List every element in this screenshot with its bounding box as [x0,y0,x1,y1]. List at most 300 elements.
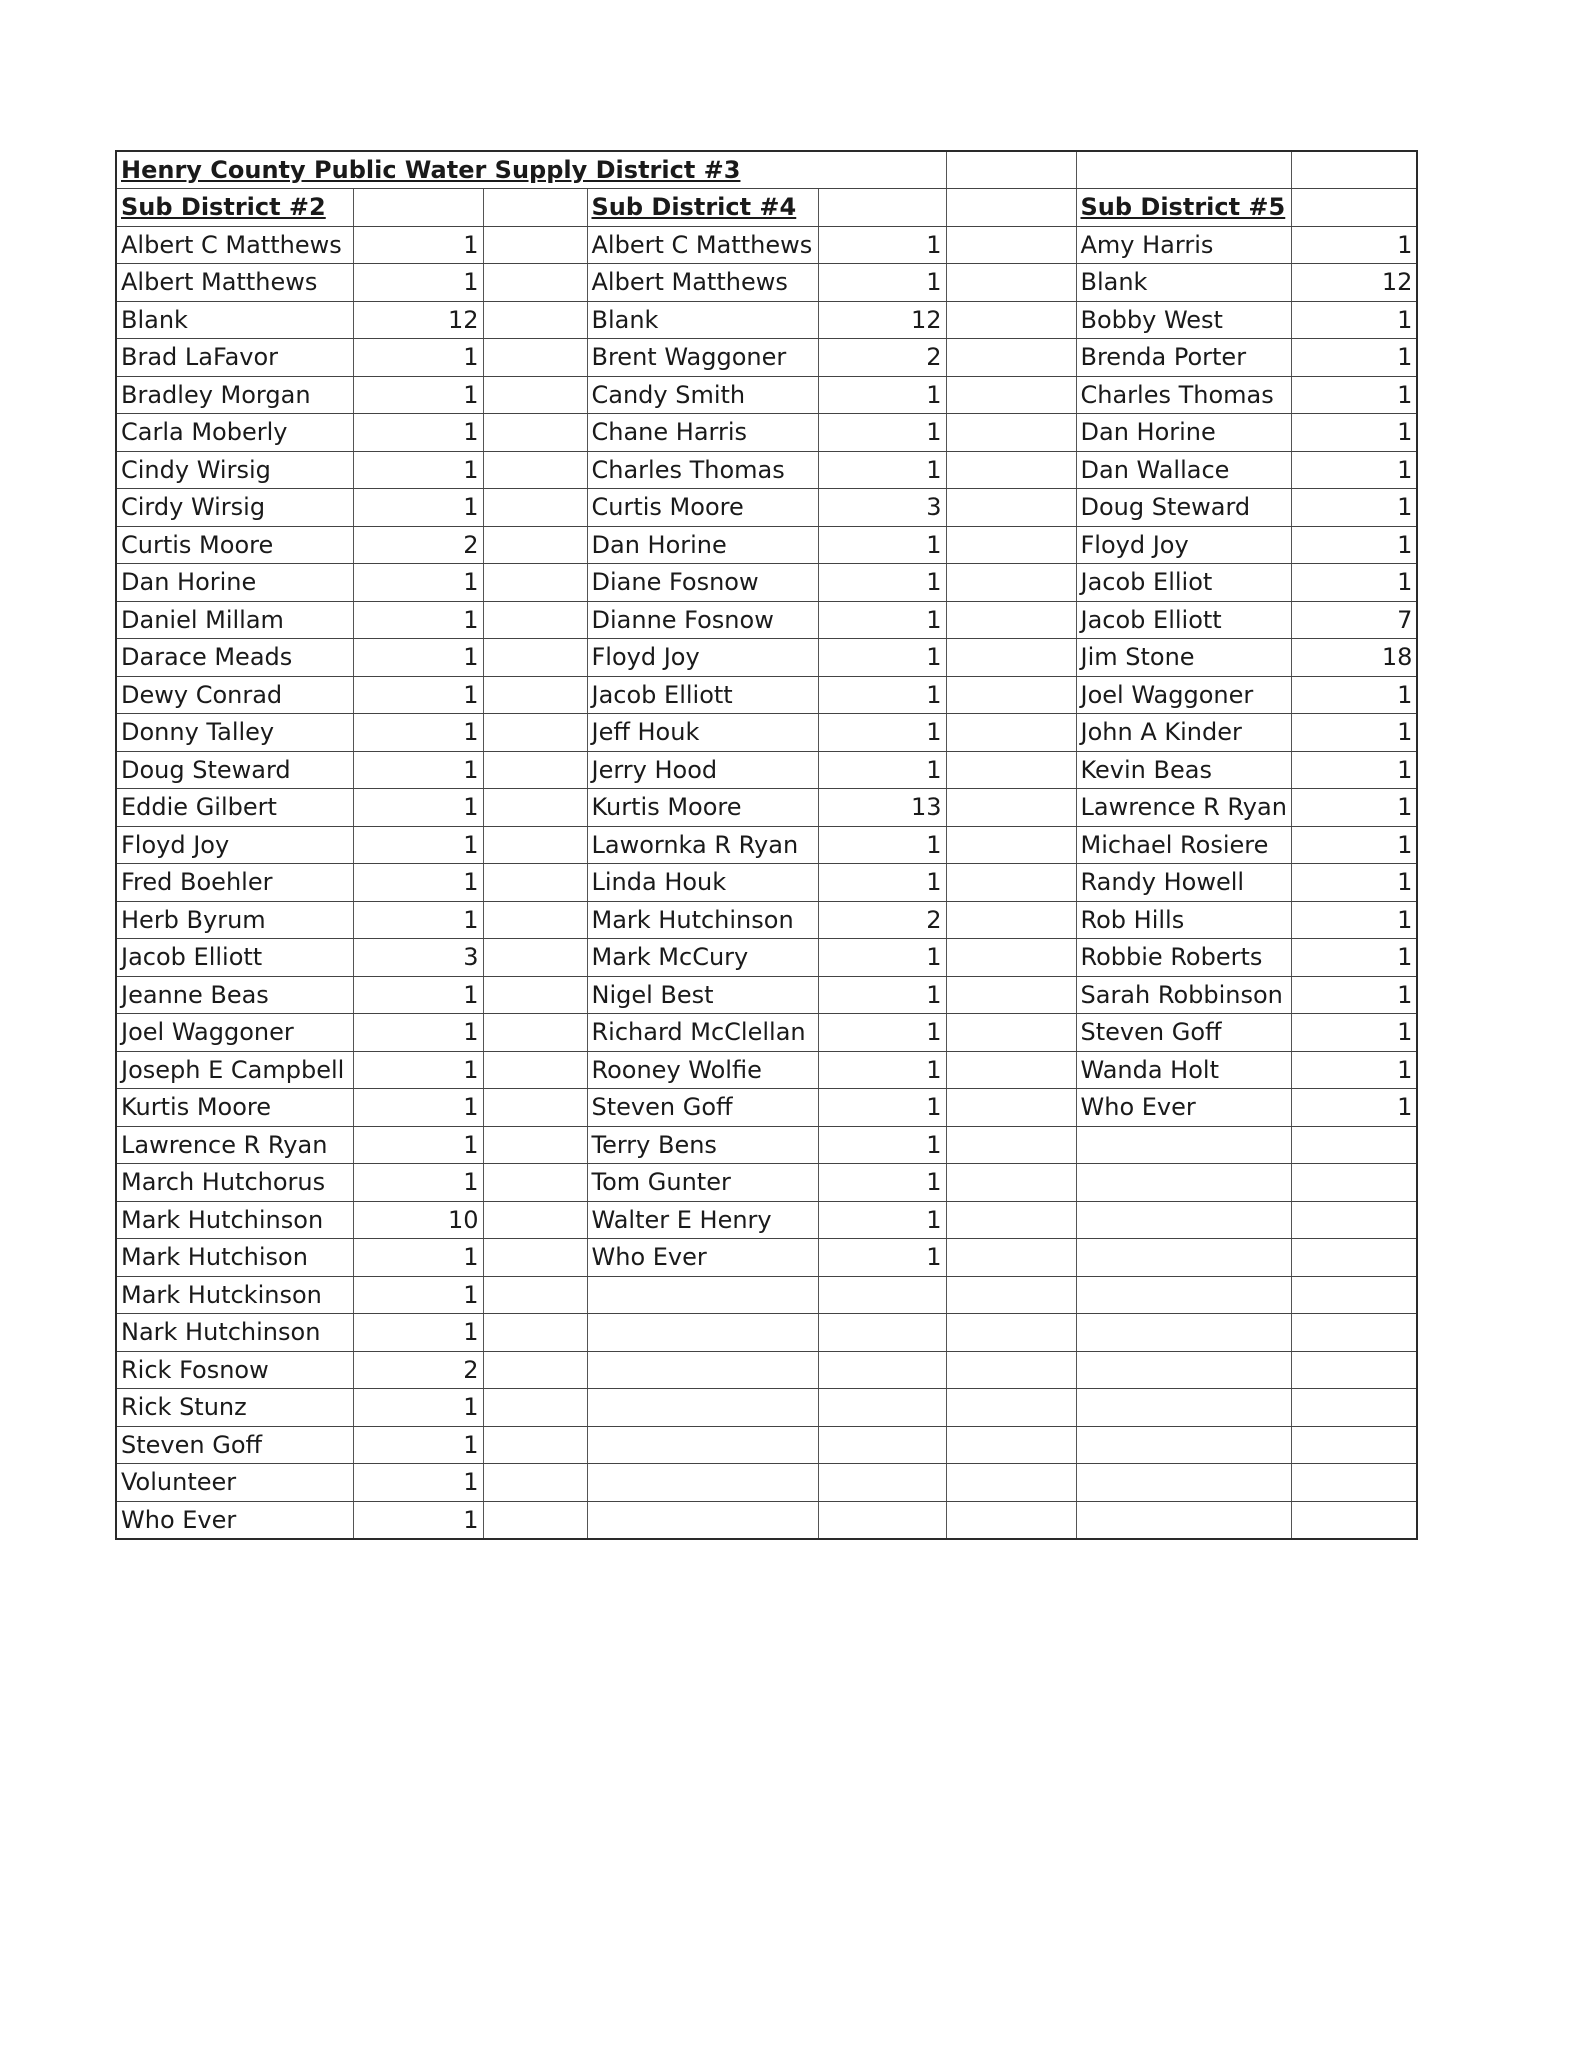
vote-count: 1 [353,489,483,527]
empty-cell [946,1351,1076,1389]
vote-tally-table [115,150,1418,1540]
table-row [116,1201,1417,1239]
vote-count: 1 [353,1014,483,1052]
candidate-name [587,1314,818,1352]
empty-cell [946,1389,1076,1427]
vote-count: 1 [353,1089,483,1127]
candidate-name: Randy Howell [1076,864,1291,902]
vote-count: 12 [1291,264,1417,302]
candidate-name: Wanda Holt [1076,1051,1291,1089]
vote-count: 13 [818,789,946,827]
vote-count: 1 [353,226,483,264]
candidate-name [587,1464,818,1502]
district-2-heading: Sub District #2 [116,189,353,227]
empty-cell [483,414,587,452]
empty-cell [483,751,587,789]
candidate-name: Blank [587,301,818,339]
empty-cell [946,376,1076,414]
empty-cell [483,226,587,264]
empty-cell [946,864,1076,902]
vote-count: 1 [353,451,483,489]
vote-count [1291,1351,1417,1389]
candidate-name: Dewy Conrad [116,676,353,714]
empty-cell [946,601,1076,639]
table-row [116,751,1417,789]
table-body [116,151,1417,1539]
candidate-name: Sarah Robbinson [1076,976,1291,1014]
vote-count: 1 [818,864,946,902]
vote-count: 1 [353,1389,483,1427]
table-row [116,976,1417,1014]
candidate-name [587,1501,818,1539]
candidate-name: Jim Stone [1076,639,1291,677]
vote-count: 1 [1291,901,1417,939]
empty-cell [946,1464,1076,1502]
candidate-name: Mark McCury [587,939,818,977]
vote-count: 1 [818,451,946,489]
vote-count: 1 [818,1164,946,1202]
candidate-name: Lawrence R Ryan [1076,789,1291,827]
candidate-name: Lawornka R Ryan [587,826,818,864]
vote-count: 1 [353,751,483,789]
vote-count: 3 [818,489,946,527]
empty-cell [483,676,587,714]
vote-count: 1 [818,1089,946,1127]
empty-cell [483,714,587,752]
table-row [116,414,1417,452]
vote-count: 1 [818,1051,946,1089]
candidate-name: Jerry Hood [587,751,818,789]
vote-count: 1 [353,414,483,452]
candidate-name: Joel Waggoner [1076,676,1291,714]
vote-count: 1 [818,639,946,677]
empty-cell [946,939,1076,977]
vote-count: 1 [1291,414,1417,452]
vote-count: 7 [1291,601,1417,639]
candidate-name: Donny Talley [116,714,353,752]
candidate-name [587,1389,818,1427]
table-row [116,226,1417,264]
table-row [116,1014,1417,1052]
empty-cell [946,901,1076,939]
empty-cell [946,1089,1076,1127]
candidate-name: Dan Horine [1076,414,1291,452]
vote-count: 1 [818,226,946,264]
candidate-name: Dianne Fosnow [587,601,818,639]
candidate-name: Curtis Moore [587,489,818,527]
empty-cell [946,339,1076,377]
vote-count [1291,1464,1417,1502]
empty-cell [483,1314,587,1352]
vote-count: 1 [1291,526,1417,564]
candidate-name: Brent Waggoner [587,339,818,377]
candidate-name: Who Ever [587,1239,818,1277]
empty-cell [946,414,1076,452]
empty-cell [483,976,587,1014]
table-row [116,676,1417,714]
vote-count: 1 [1291,676,1417,714]
candidate-name: Diane Fosnow [587,564,818,602]
vote-count: 1 [818,1126,946,1164]
candidate-name: Richard McClellan [587,1014,818,1052]
vote-count: 1 [1291,301,1417,339]
vote-count: 1 [1291,489,1417,527]
vote-count: 1 [1291,976,1417,1014]
table-row [116,489,1417,527]
candidate-name: March Hutchorus [116,1164,353,1202]
vote-count: 1 [353,976,483,1014]
candidate-name: Albert C Matthews [587,226,818,264]
candidate-name [587,1426,818,1464]
candidate-name: Dan Horine [587,526,818,564]
vote-count [818,1426,946,1464]
candidate-name: Albert Matthews [116,264,353,302]
candidate-name: Albert C Matthews [116,226,353,264]
district-5-heading: Sub District #5 [1076,189,1291,227]
table-row [116,1239,1417,1277]
empty-cell [483,264,587,302]
vote-count: 1 [353,676,483,714]
candidate-name: Lawrence R Ryan [116,1126,353,1164]
empty-cell [946,1276,1076,1314]
candidate-name [1076,1201,1291,1239]
vote-count: 1 [1291,1089,1417,1127]
candidate-name: Chane Harris [587,414,818,452]
candidate-name: Bobby West [1076,301,1291,339]
vote-count: 2 [353,1351,483,1389]
title-row [116,151,1417,189]
candidate-name: Doug Steward [1076,489,1291,527]
candidate-name: Walter E Henry [587,1201,818,1239]
candidate-name: Who Ever [116,1501,353,1539]
candidate-name [1076,1164,1291,1202]
vote-count: 3 [353,939,483,977]
candidate-name: Jeanne Beas [116,976,353,1014]
candidate-name: Robbie Roberts [1076,939,1291,977]
empty-cell [483,826,587,864]
empty-cell [946,226,1076,264]
vote-count: 1 [353,1426,483,1464]
vote-count [818,1351,946,1389]
candidate-name: Nigel Best [587,976,818,1014]
vote-count: 1 [353,1126,483,1164]
table-row [116,1051,1417,1089]
empty-cell [946,489,1076,527]
empty-cell [483,564,587,602]
candidate-name: Jacob Elliot [1076,564,1291,602]
vote-count [818,1389,946,1427]
vote-count: 1 [818,751,946,789]
empty-cell [946,1051,1076,1089]
candidate-name: Amy Harris [1076,226,1291,264]
vote-count: 1 [818,1014,946,1052]
vote-count: 1 [1291,751,1417,789]
vote-count [1291,1426,1417,1464]
vote-count: 1 [1291,1051,1417,1089]
empty-cell [483,864,587,902]
vote-count: 1 [1291,714,1417,752]
candidate-name [1076,1239,1291,1277]
table-row [116,1351,1417,1389]
vote-count: 1 [1291,451,1417,489]
empty-cell [946,151,1076,189]
table-row [116,451,1417,489]
vote-count: 1 [353,376,483,414]
empty-cell [483,1089,587,1127]
empty-cell [946,676,1076,714]
table-row [116,339,1417,377]
empty-cell [483,1389,587,1427]
vote-count [818,1314,946,1352]
vote-count: 1 [818,564,946,602]
vote-count: 1 [353,864,483,902]
table-row [116,564,1417,602]
vote-count: 2 [353,526,483,564]
vote-count: 1 [353,1239,483,1277]
candidate-name: Rooney Wolfie [587,1051,818,1089]
candidate-name: Fred Boehler [116,864,353,902]
empty-cell [946,301,1076,339]
vote-count: 1 [1291,826,1417,864]
vote-count [1291,1201,1417,1239]
empty-cell [483,901,587,939]
empty-cell [483,1501,587,1539]
table-row [116,301,1417,339]
empty-cell [946,1314,1076,1352]
vote-count: 1 [818,976,946,1014]
vote-count: 1 [353,264,483,302]
table-row [116,1089,1417,1127]
table-row [116,1276,1417,1314]
vote-count: 1 [353,1276,483,1314]
vote-count [818,1501,946,1539]
candidate-name: Tom Gunter [587,1164,818,1202]
vote-count [1291,1501,1417,1539]
vote-count: 1 [1291,789,1417,827]
candidate-name: Candy Smith [587,376,818,414]
table-row [116,714,1417,752]
table-row [116,601,1417,639]
candidate-name: Joel Waggoner [116,1014,353,1052]
empty-cell [946,451,1076,489]
candidate-name: Herb Byrum [116,901,353,939]
vote-count: 1 [353,1314,483,1352]
table-row [116,1314,1417,1352]
candidate-name: Doug Steward [116,751,353,789]
candidate-name: Charles Thomas [1076,376,1291,414]
empty-cell [946,264,1076,302]
candidate-name: Kurtis Moore [587,789,818,827]
vote-count [1291,1389,1417,1427]
candidate-name: Cirdy Wirsig [116,489,353,527]
empty-cell [483,1351,587,1389]
candidate-name: Mark Hutchinson [587,901,818,939]
vote-count: 1 [818,826,946,864]
empty-cell [946,789,1076,827]
vote-count: 1 [1291,376,1417,414]
vote-count: 12 [818,301,946,339]
vote-count: 1 [818,376,946,414]
empty-cell [946,751,1076,789]
table-row [116,1464,1417,1502]
vote-count: 1 [1291,564,1417,602]
candidate-name: Charles Thomas [587,451,818,489]
empty-cell [946,639,1076,677]
empty-cell [483,789,587,827]
vote-count: 1 [818,414,946,452]
candidate-name [1076,1126,1291,1164]
candidate-name: Jacob Elliott [1076,601,1291,639]
vote-count: 1 [818,264,946,302]
candidate-name: Eddie Gilbert [116,789,353,827]
empty-cell [946,1126,1076,1164]
empty-cell [946,1239,1076,1277]
vote-count: 1 [1291,1014,1417,1052]
empty-cell [946,976,1076,1014]
vote-count: 1 [818,939,946,977]
candidate-name: Jacob Elliott [116,939,353,977]
vote-count [1291,1126,1417,1164]
candidate-name: Floyd Joy [116,826,353,864]
candidate-name [1076,1314,1291,1352]
candidate-name: Terry Bens [587,1126,818,1164]
candidate-name [1076,1389,1291,1427]
vote-count: 1 [818,676,946,714]
vote-count: 1 [818,526,946,564]
empty-cell [483,939,587,977]
table-row [116,901,1417,939]
empty-cell [483,189,587,227]
empty-cell [946,564,1076,602]
table-row [116,864,1417,902]
vote-count: 1 [353,714,483,752]
table-row [116,789,1417,827]
empty-cell [483,1164,587,1202]
vote-count: 1 [1291,939,1417,977]
table-row [116,939,1417,977]
candidate-name: Dan Wallace [1076,451,1291,489]
empty-cell [946,1501,1076,1539]
empty-cell [483,639,587,677]
candidate-name [1076,1351,1291,1389]
empty-cell [483,376,587,414]
candidate-name [1076,1276,1291,1314]
vote-count: 1 [353,339,483,377]
empty-cell [483,339,587,377]
empty-cell [483,1239,587,1277]
vote-count: 1 [1291,226,1417,264]
table-row [116,1164,1417,1202]
candidate-name: Jacob Elliott [587,676,818,714]
vote-count: 1 [1291,339,1417,377]
table-row [116,826,1417,864]
empty-cell [946,1014,1076,1052]
candidate-name: Brad LaFavor [116,339,353,377]
vote-count: 1 [353,826,483,864]
table-row [116,639,1417,677]
vote-count: 1 [818,601,946,639]
candidate-name: Steven Goff [116,1426,353,1464]
vote-count [1291,1314,1417,1352]
empty-cell [483,526,587,564]
vote-count [818,1276,946,1314]
vote-count: 18 [1291,639,1417,677]
empty-cell [946,1426,1076,1464]
empty-cell [946,189,1076,227]
empty-cell [483,1426,587,1464]
candidate-name: Linda Houk [587,864,818,902]
candidate-name: Mark Hutchinson [116,1201,353,1239]
candidate-name [587,1351,818,1389]
empty-cell [483,1126,587,1164]
vote-count: 2 [818,901,946,939]
candidate-name: Daniel Millam [116,601,353,639]
empty-cell [946,1164,1076,1202]
table-row [116,1426,1417,1464]
candidate-name: Who Ever [1076,1089,1291,1127]
empty-cell [483,489,587,527]
candidate-name: Volunteer [116,1464,353,1502]
candidate-name: Kevin Beas [1076,751,1291,789]
empty-cell [946,1201,1076,1239]
candidate-name: Steven Goff [1076,1014,1291,1052]
table-row [116,526,1417,564]
vote-count: 1 [818,1239,946,1277]
vote-count: 1 [353,1051,483,1089]
vote-count: 1 [1291,864,1417,902]
table-row [116,264,1417,302]
candidate-name: Steven Goff [587,1089,818,1127]
candidate-name: John A Kinder [1076,714,1291,752]
candidate-name: Albert Matthews [587,264,818,302]
vote-count [1291,1276,1417,1314]
candidate-name: Mark Hutckinson [116,1276,353,1314]
district-4-heading: Sub District #4 [587,189,818,227]
vote-count: 1 [353,1164,483,1202]
empty-cell [483,601,587,639]
empty-cell [946,714,1076,752]
empty-cell [483,1014,587,1052]
vote-count: 1 [353,564,483,602]
candidate-name: Floyd Joy [1076,526,1291,564]
candidate-name: Michael Rosiere [1076,826,1291,864]
empty-cell [946,526,1076,564]
empty-cell [1291,151,1417,189]
table-row [116,1501,1417,1539]
vote-count: 1 [818,714,946,752]
empty-cell [353,189,483,227]
vote-count: 10 [353,1201,483,1239]
empty-cell [483,1051,587,1089]
heading-row [116,189,1417,227]
candidate-name: Brenda Porter [1076,339,1291,377]
vote-count: 1 [353,1501,483,1539]
page-title: Henry County Public Water Supply District #3 [116,151,946,189]
empty-cell [483,1201,587,1239]
empty-cell [946,826,1076,864]
table-row [116,1389,1417,1427]
vote-count: 1 [353,1464,483,1502]
candidate-name: Blank [1076,264,1291,302]
candidate-name: Rick Fosnow [116,1351,353,1389]
vote-count [1291,1239,1417,1277]
candidate-name: Nark Hutchinson [116,1314,353,1352]
candidate-name: Rick Stunz [116,1389,353,1427]
candidate-name: Darace Meads [116,639,353,677]
empty-cell [483,451,587,489]
vote-count: 2 [818,339,946,377]
candidate-name: Joseph E Campbell [116,1051,353,1089]
